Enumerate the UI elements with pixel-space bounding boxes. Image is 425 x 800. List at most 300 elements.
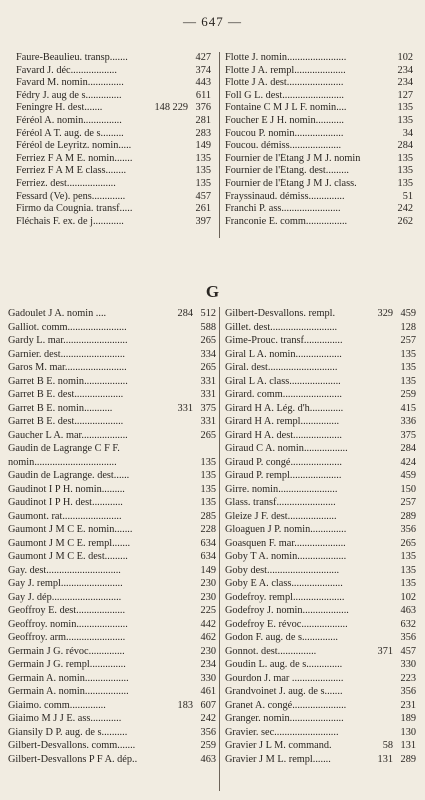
index-entry	[8, 321, 216, 335]
index-entry	[225, 456, 416, 470]
entry-extra-pages: 183	[177, 699, 193, 711]
entry-page: 230	[200, 591, 216, 603]
entry-page: 265	[200, 362, 216, 373]
index-entry	[8, 564, 216, 578]
entry-text: Geoffroy E. dest...................	[8, 605, 126, 616]
index-entry	[225, 165, 413, 178]
entry-page: 634	[200, 537, 216, 549]
index-entry	[16, 77, 211, 90]
entry-text: Foll G L. dest........................	[225, 89, 344, 101]
entry-text: Faure-Beaulieu. transp.......	[16, 52, 128, 63]
index-entry	[225, 90, 413, 103]
entry-page: 225	[200, 605, 216, 616]
entry-page: 234	[200, 659, 216, 670]
entry-text: Giral L A. class....................	[225, 375, 341, 387]
index-entry	[225, 402, 416, 416]
entry-page: 462	[200, 632, 216, 643]
entry-text: Giral L A. nomin..................	[225, 348, 342, 360]
index-entry	[225, 140, 413, 153]
entry-text: Gaumont J M C E. nomin.......	[8, 524, 133, 535]
index-entry	[8, 375, 216, 389]
index-entry	[225, 52, 413, 65]
index-entry	[225, 115, 413, 128]
index-entry	[8, 456, 216, 470]
entry-page: 130	[400, 726, 416, 738]
entry-text: Gleize J F. dest...................	[225, 510, 337, 522]
entry-page: 135	[400, 551, 416, 562]
entry-text: Germain A. nomin.................	[8, 686, 129, 697]
entry-page: 376	[195, 102, 211, 114]
index-entry	[225, 191, 413, 204]
index-entry	[16, 65, 211, 78]
entry-text: Godon F. aug. de s..............	[225, 632, 339, 643]
entry-page: 149	[195, 140, 211, 152]
entry-page: 457	[195, 190, 211, 202]
entry-page: 230	[200, 645, 216, 657]
entry-text: Giraud P. congé....................	[225, 456, 342, 468]
entry-page: 135	[400, 564, 416, 576]
entry-extra-pages: 331	[177, 402, 193, 414]
entry-page: 135	[200, 497, 216, 508]
entry-page: 135	[195, 165, 211, 177]
index-entry	[8, 442, 216, 456]
index-entry	[225, 672, 416, 686]
index-entry	[8, 523, 216, 537]
index-entry	[225, 645, 416, 659]
entry-text: Gilbert-Desvallons. comm.......	[8, 740, 136, 751]
entry-page: 283	[195, 127, 211, 139]
entry-text: Girard H A. rempl...............	[225, 416, 340, 427]
index-entry	[225, 361, 416, 375]
index-entry	[225, 510, 416, 524]
index-entry	[8, 496, 216, 510]
entry-text: Foucou. démiss....................	[225, 140, 342, 152]
index-entry	[225, 77, 413, 90]
index-entry	[8, 429, 216, 443]
index-column-g-left	[8, 307, 216, 766]
entry-page: 259	[200, 740, 216, 751]
entry-text: Firmo da Cougnia. transf.....	[16, 203, 133, 215]
index-entry	[8, 510, 216, 524]
entry-page: 281	[195, 114, 211, 126]
index-entry	[16, 153, 211, 166]
index-entry	[8, 726, 216, 740]
index-entry	[225, 753, 416, 767]
entry-page: 135	[400, 375, 416, 387]
index-entry	[225, 631, 416, 645]
index-entry	[225, 388, 416, 402]
entry-text: Fournier de l'Étang. dest.........	[225, 165, 349, 177]
entry-text: Flotte J. nomin.......................	[225, 52, 347, 63]
entry-page: 611	[195, 89, 211, 101]
entry-page: 135	[200, 483, 216, 495]
entry-extra-pages: 371	[377, 645, 393, 657]
entry-text: Goby T A. nomin...................	[225, 551, 347, 562]
entry-page: 128	[400, 321, 416, 333]
entry-page: 265	[200, 335, 216, 346]
entry-text: Gay J. rempl........................	[8, 578, 123, 589]
entry-text: Gillet. dest..........................	[225, 321, 338, 333]
entry-text: Gravier. sec.........................	[225, 726, 339, 738]
entry-text: Giansily D P. aug. de s..........	[8, 726, 128, 738]
index-entry	[8, 348, 216, 362]
index-entry	[8, 415, 216, 429]
entry-text: Geoffroy. nomin....................	[8, 618, 128, 630]
entry-text: Gravier J L M. command.	[225, 740, 332, 751]
entry-page: 442	[200, 618, 216, 630]
index-entry	[225, 348, 416, 362]
entry-text: Giaimo. comm..............	[8, 699, 106, 711]
index-column-g-right	[225, 307, 416, 766]
index-entry	[225, 429, 416, 443]
index-entry	[225, 203, 413, 216]
entry-text: Godefroy E. révoc..................	[225, 618, 348, 630]
entry-page: 289	[400, 753, 416, 765]
index-entry	[225, 591, 416, 605]
entry-text: Féréol A T. aug. de s.........	[16, 127, 124, 139]
entry-text: Grandvoinet J. aug. de s.......	[225, 686, 343, 697]
entry-text: Gourdon J. mar ....................	[225, 672, 344, 684]
entry-page: 330	[400, 659, 416, 670]
index-entry	[8, 469, 216, 483]
index-entry	[225, 128, 413, 141]
index-entry	[225, 564, 416, 578]
entry-text: Gilbert-Desvallons P F A. dép..	[8, 753, 138, 765]
index-entry	[8, 402, 216, 416]
index-entry	[225, 712, 416, 726]
index-column-top-left	[16, 52, 211, 228]
entry-page: 262	[397, 215, 413, 227]
entry-text: Flotte J A. rempl....................	[225, 64, 346, 76]
index-entry	[16, 203, 211, 216]
entry-text: Gay. dest.............................	[8, 564, 121, 576]
index-entry	[16, 165, 211, 178]
entry-page: 135	[397, 102, 413, 114]
entry-page: 330	[200, 672, 216, 684]
index-entry	[16, 90, 211, 103]
entry-page: 261	[195, 203, 211, 215]
entry-text: Favard M. nomin..............	[16, 77, 124, 89]
entry-page: 242	[397, 203, 413, 215]
entry-page: 265	[400, 537, 416, 549]
entry-text: Garret B E. nomin.................	[8, 375, 128, 387]
index-entry	[225, 658, 416, 672]
section-letter: G	[205, 282, 220, 301]
entry-page: 634	[200, 551, 216, 562]
entry-text: Galliot. comm.......................	[8, 321, 127, 333]
entry-text: Gonnot. dest...............	[225, 645, 317, 657]
entry-page: 461	[200, 686, 216, 697]
entry-text: Gravier J M L. rempl.......	[225, 753, 331, 765]
entry-page: 457	[400, 645, 416, 657]
index-entry	[225, 375, 416, 389]
entry-text: Gloaguen J P. nomin..............	[225, 524, 347, 535]
entry-page: 135	[397, 165, 413, 177]
entry-page: 415	[400, 402, 416, 414]
index-entry	[225, 618, 416, 632]
index-entry	[8, 577, 216, 591]
entry-page: 424	[400, 456, 416, 468]
index-entry	[225, 726, 416, 740]
entry-text: Germain A. nomin.................	[8, 672, 129, 684]
entry-page: 135	[200, 470, 216, 481]
entry-text: Gaumont J M C E. rempl.......	[8, 537, 131, 549]
entry-page: 356	[400, 524, 416, 535]
entry-page: 234	[397, 64, 413, 76]
entry-text: Goby E A. class....................	[225, 578, 343, 589]
entry-text: Fournier de l'Étang J M J. nomin	[225, 152, 361, 164]
entry-text: Granger. nomin.....................	[225, 713, 344, 724]
entry-text: Gadoulet J A. nomin ....	[8, 308, 107, 319]
index-entry	[225, 307, 416, 321]
entry-page: 242	[200, 713, 216, 724]
entry-text: Fontaine C M J L F. nomin....	[225, 102, 347, 114]
entry-page: 632	[400, 618, 416, 630]
entry-text: Garret B E. dest...................	[8, 416, 124, 427]
index-entry	[225, 699, 416, 713]
entry-text: Girard H A. Lég. d'h.............	[225, 402, 344, 414]
entry-page: 459	[400, 470, 416, 481]
index-entry	[225, 523, 416, 537]
index-entry	[16, 115, 211, 128]
page-number: — 647 —	[183, 14, 242, 29]
entry-extra-pages: 148 229	[154, 102, 188, 114]
index-entry	[8, 699, 216, 713]
entry-text: Girard. comm.......................	[225, 389, 342, 400]
entry-page: 135	[195, 177, 211, 189]
entry-extra-pages: 58	[382, 740, 393, 751]
entry-text: Girre. nomin.......................	[225, 483, 338, 495]
entry-page: 259	[400, 389, 416, 400]
entry-page: 234	[397, 77, 413, 89]
entry-page: 135	[397, 152, 413, 164]
entry-page: 102	[400, 591, 416, 603]
index-entry	[8, 361, 216, 375]
index-entry	[16, 52, 211, 65]
entry-text: Foucou P. nomin...................	[225, 127, 344, 139]
entry-page: 463	[200, 753, 216, 765]
entry-text: Garos M. mar........................	[8, 362, 127, 373]
index-entry	[225, 321, 416, 335]
index-entry	[225, 65, 413, 78]
index-entry	[8, 334, 216, 348]
entry-page: 189	[400, 713, 416, 724]
entry-page: 331	[200, 389, 216, 400]
entry-page: 265	[200, 429, 216, 441]
entry-text: Ferriez. dest...................	[16, 177, 116, 189]
entry-text: Ferriez F A M E. nomin.......	[16, 152, 133, 164]
index-entry	[225, 102, 413, 115]
entry-text: Gaumont J M C E. dest.........	[8, 551, 128, 562]
entry-text: Gay J. dép...........................	[8, 591, 122, 603]
index-entry	[225, 178, 413, 191]
entry-page: 135	[400, 578, 416, 589]
entry-extra-pages: 329	[377, 308, 393, 319]
entry-text: Giraud P. rempl....................	[225, 470, 342, 481]
entry-text: Gaudinot I P H. dest............	[8, 497, 123, 508]
entry-page: 257	[400, 335, 416, 346]
entry-page: 150	[400, 483, 416, 495]
column-divider	[219, 307, 220, 791]
entry-text: Garret B E. nomin...........	[8, 402, 113, 414]
entry-text: Fessard (Ve). pens.............	[16, 190, 126, 202]
entry-text: Germain J G. révoc..............	[8, 645, 125, 657]
entry-text: Giaimo M J J E. ass............	[8, 713, 122, 724]
entry-page: 228	[200, 524, 216, 535]
entry-text: Gaucher L A. mar..................	[8, 429, 128, 441]
index-entry	[225, 483, 416, 497]
entry-page: 51	[402, 190, 413, 202]
entry-page: 34	[402, 127, 413, 139]
entry-page: 230	[200, 578, 216, 589]
entry-page: 443	[195, 77, 211, 89]
entry-text: Glass. transf.......................	[225, 497, 336, 508]
index-entry	[16, 191, 211, 204]
entry-page: 375	[200, 402, 216, 414]
index-entry	[8, 483, 216, 497]
entry-page: 149	[200, 564, 216, 576]
entry-text: Gaudin de Lagrange C F F.	[8, 443, 120, 454]
index-entry	[225, 604, 416, 618]
entry-text: Giral. dest...........................	[225, 362, 338, 373]
entry-page: 463	[400, 605, 416, 616]
index-entry	[8, 672, 216, 686]
entry-extra-pages: 131	[377, 753, 393, 765]
index-entry	[225, 216, 413, 229]
index-entry	[225, 550, 416, 564]
index-entry	[8, 685, 216, 699]
entry-text: Godefroy. rempl....................	[225, 591, 345, 603]
index-entry	[225, 415, 416, 429]
entry-text: Gardy L. mar.........................	[8, 335, 128, 346]
entry-text: Germain J G. rempl..............	[8, 659, 126, 670]
index-entry	[8, 712, 216, 726]
entry-text: Fléchais F. ex. de j............	[16, 215, 124, 227]
index-entry	[16, 216, 211, 229]
entry-page: 231	[400, 699, 416, 711]
index-entry	[225, 334, 416, 348]
entry-page: 135	[397, 114, 413, 126]
entry-page: 356	[400, 632, 416, 643]
entry-text: Gaudin de Lagrange. dest......	[8, 470, 130, 481]
entry-page: 257	[400, 497, 416, 508]
entry-page: 331	[200, 416, 216, 427]
entry-text: Garret B E. dest...................	[8, 389, 124, 400]
index-entry	[225, 469, 416, 483]
entry-page: 135	[397, 177, 413, 189]
entry-text: Flotte J A. dest......................	[225, 77, 344, 89]
entry-page: 512	[200, 308, 216, 319]
entry-text: Franchi P. ass.......................	[225, 203, 341, 215]
index-entry	[8, 618, 216, 632]
index-entry	[16, 178, 211, 191]
index-entry	[225, 577, 416, 591]
entry-page: 289	[400, 510, 416, 522]
entry-page: 397	[195, 215, 211, 227]
entry-text: Girard H A. dest...................	[225, 429, 342, 441]
entry-page: 459	[400, 308, 416, 319]
entry-page: 374	[195, 64, 211, 76]
entry-text: Granet A. congé.....................	[225, 699, 347, 711]
entry-page: 135	[400, 362, 416, 373]
index-entry	[225, 442, 416, 456]
entry-page: 223	[400, 672, 416, 684]
index-entry	[225, 739, 416, 753]
entry-page: 135	[400, 348, 416, 360]
index-entry	[8, 753, 216, 767]
entry-text: Fédry J. aug de s..............	[16, 89, 122, 101]
entry-text: Foucher E J H. nomin...........	[225, 114, 344, 126]
entry-text: Goudin L. aug. de s..............	[225, 659, 343, 670]
entry-text: Frayssinaud. démiss..............	[225, 190, 345, 202]
entry-text: Geoffroy. arm.......................	[8, 632, 126, 643]
entry-text: Gilbert-Desvallons. rempl.	[225, 308, 336, 319]
index-entry	[8, 739, 216, 753]
entry-page: 135	[200, 456, 216, 468]
entry-page: 336	[400, 416, 416, 427]
entry-page: 607	[200, 699, 216, 711]
entry-text: Féréol A. nomin...............	[16, 114, 122, 126]
entry-text: Gaudinot I P H. nomin.........	[8, 483, 125, 495]
index-entry	[225, 537, 416, 551]
index-entry	[8, 658, 216, 672]
entry-page: 131	[400, 740, 416, 751]
column-divider	[219, 52, 220, 238]
entry-text: Godefroy J. nomin..................	[225, 605, 349, 616]
index-column-top-right	[225, 52, 413, 228]
entry-text: Fournier de l'Étang J M J. class.	[225, 177, 357, 189]
index-entry	[225, 496, 416, 510]
entry-page: 356	[400, 686, 416, 697]
entry-page: 285	[200, 510, 216, 522]
entry-page: 588	[200, 321, 216, 333]
entry-text: Goasquen F. mar....................	[225, 537, 346, 549]
index-entry	[8, 307, 216, 321]
index-entry	[8, 537, 216, 551]
entry-text: Garnier. dest.........................	[8, 348, 125, 360]
entry-text: nomin................................	[8, 456, 117, 468]
entry-text: Gime-Prouc. transf...............	[225, 335, 343, 346]
entry-text: Féréol de Leyritz. nomin.....	[16, 140, 132, 152]
entry-page: 102	[397, 52, 413, 63]
index-entry	[8, 388, 216, 402]
entry-page: 375	[400, 429, 416, 441]
index-entry	[8, 645, 216, 659]
entry-text: Ferriez F A M E class........	[16, 165, 127, 177]
entry-page: 284	[400, 443, 416, 454]
entry-page: 334	[200, 348, 216, 360]
entry-extra-pages: 284	[177, 308, 193, 319]
entry-page: 127	[397, 89, 413, 101]
entry-text: Franconie E. comm................	[225, 215, 348, 227]
entry-text: Giraud C A. nomin.................	[225, 443, 348, 454]
index-entry	[16, 128, 211, 141]
entry-page: 284	[397, 140, 413, 152]
entry-page: 356	[200, 726, 216, 738]
entry-page: 331	[200, 375, 216, 387]
index-entry	[8, 591, 216, 605]
entry-page: 135	[195, 152, 211, 164]
entry-text: Favard J. déc..................	[16, 64, 117, 76]
index-entry	[225, 685, 416, 699]
entry-text: Goby dest............................	[225, 564, 340, 576]
index-entry	[8, 631, 216, 645]
entry-text: Feningre H. dest.......	[16, 102, 103, 114]
index-entry	[16, 140, 211, 153]
index-entry	[225, 153, 413, 166]
entry-page: 427	[195, 52, 211, 63]
index-entry	[8, 550, 216, 564]
